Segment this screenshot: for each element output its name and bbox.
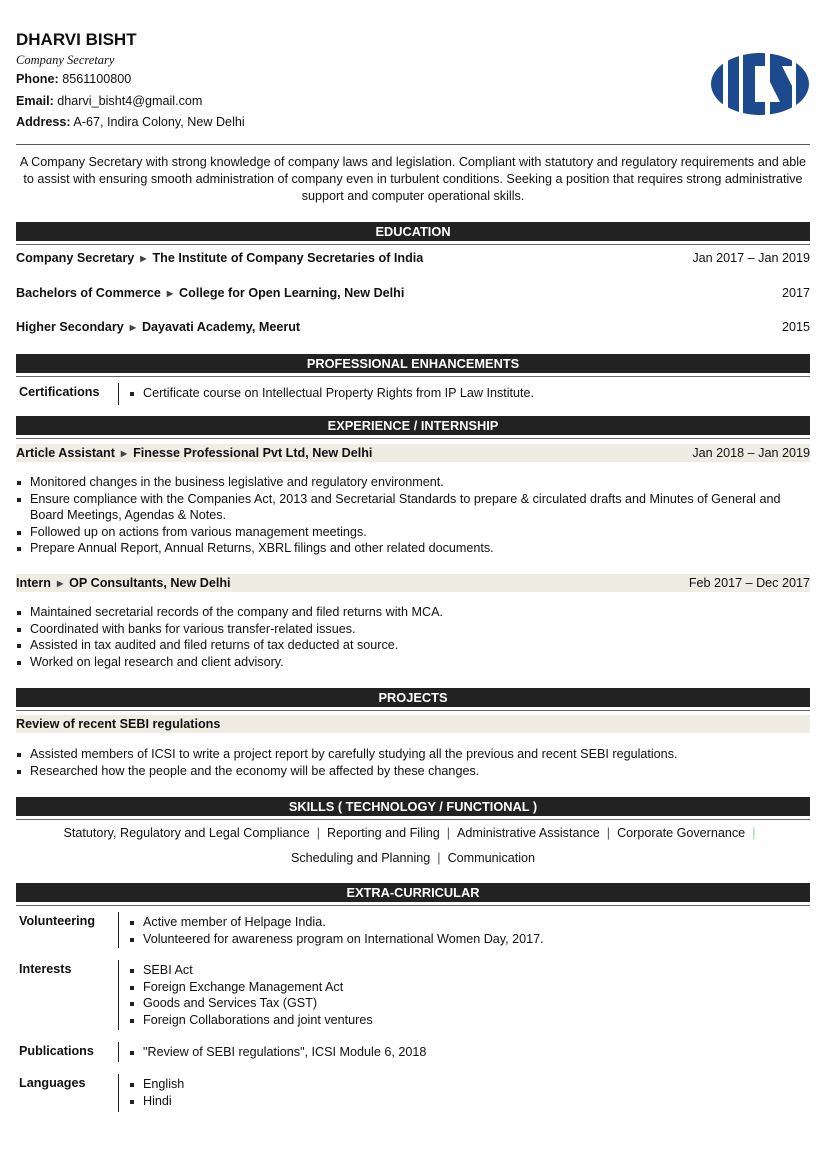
list-item: Volunteered for awareness program on International Women Day, 2017. bbox=[129, 931, 809, 948]
skill: Scheduling and Planning bbox=[290, 851, 431, 865]
skills-line bbox=[16, 849, 810, 867]
list-item: English bbox=[129, 1076, 809, 1093]
summary: A Company Secretary with strong knowledge of company laws and legislation. Compliant with statutory and regulatory requirements and able to assist with ensuring smooth administration of company even in turbulent conditions. Seeking a position that requires strong administrative support and computer operational skills. bbox=[19, 155, 807, 203]
list-item: Foreign Exchange Management Act bbox=[129, 979, 809, 996]
date: 2017 bbox=[781, 286, 810, 300]
candidate-name: DHARVI BISHT bbox=[16, 30, 137, 49]
publications-label: Publications bbox=[19, 1044, 94, 1058]
volunteering-list bbox=[129, 914, 809, 947]
list-item: Ensure compliance with the Companies Act, 2013 and Secretarial Standards to prepare & circulated drafts and Minutes of General and Board Meetings, Agendas & Notes. bbox=[16, 491, 810, 524]
list-item: Followed up on actions from various management meetings. bbox=[16, 524, 810, 541]
email-label: Email: bbox=[16, 94, 54, 108]
list-item: Monitored changes in the business legislative and regulatory environment. bbox=[16, 474, 810, 491]
divider bbox=[118, 960, 119, 1030]
divider bbox=[118, 1074, 119, 1112]
separator: | bbox=[446, 826, 450, 840]
list-item: Prepare Annual Report, Annual Returns, XBRL filings and other related documents. bbox=[16, 540, 810, 557]
certifications-list bbox=[129, 385, 809, 402]
separator: | bbox=[752, 826, 756, 840]
list-item: Certificate course on Intellectual Property Rights from IP Law Institute. bbox=[129, 385, 809, 402]
job-date: Feb 2017 – Dec 2017 bbox=[688, 576, 810, 590]
divider bbox=[118, 912, 119, 948]
phone-label: Phone: bbox=[16, 72, 59, 86]
header-divider bbox=[16, 144, 810, 145]
arrow-icon: ▶ bbox=[56, 579, 64, 588]
education-item bbox=[16, 249, 810, 267]
skills-line bbox=[16, 824, 810, 842]
arrow-icon: ▶ bbox=[129, 323, 136, 332]
address-line bbox=[16, 115, 245, 129]
list-item: Hindi bbox=[129, 1093, 809, 1110]
date: Jan 2017 – Jan 2019 bbox=[692, 251, 810, 265]
publications-list bbox=[129, 1044, 809, 1061]
skill: Corporate Governance bbox=[617, 826, 746, 840]
date: 2015 bbox=[781, 320, 810, 334]
experience-heading: EXPERIENCE / INTERNSHIP bbox=[16, 416, 810, 435]
job-bullets bbox=[16, 604, 810, 670]
degree: Company Secretary bbox=[16, 251, 135, 265]
school: College for Open Learning, New Delhi bbox=[179, 286, 405, 300]
job-role: Article Assistant bbox=[16, 446, 115, 460]
education-item bbox=[16, 318, 810, 336]
enhancements-heading: PROFESSIONAL ENHANCEMENTS bbox=[16, 354, 810, 373]
list-item: Goods and Services Tax (GST) bbox=[129, 995, 809, 1012]
separator: | bbox=[606, 826, 611, 840]
arrow-icon: ▶ bbox=[166, 289, 174, 298]
skill: Reporting and Filing bbox=[327, 826, 440, 840]
email-value: dharvi_bisht4@gmail.com bbox=[57, 94, 203, 108]
languages-label: Languages bbox=[19, 1076, 86, 1090]
separator: | bbox=[316, 826, 320, 840]
volunteering-label: Volunteering bbox=[19, 914, 96, 928]
job-company: OP Consultants, New Delhi bbox=[69, 576, 231, 590]
arrow-icon: ▶ bbox=[140, 254, 147, 263]
job-date: Jan 2018 – Jan 2019 bbox=[692, 446, 810, 460]
divider bbox=[118, 383, 119, 405]
job-header bbox=[16, 444, 810, 462]
job-header bbox=[16, 574, 810, 592]
email-line bbox=[16, 94, 202, 108]
project-title: Review of recent SEBI regulations bbox=[16, 717, 221, 731]
list-item: Assisted members of ICSI to write a project report by carefully studying all the previous and recent SEBI regulations. bbox=[16, 746, 810, 763]
address-label: Address: bbox=[16, 115, 71, 129]
extra-heading: EXTRA-CURRICULAR bbox=[16, 883, 810, 902]
list-item: Coordinated with banks for various transfer-related issues. bbox=[16, 621, 810, 638]
skill: Administrative Assistance bbox=[457, 826, 600, 840]
languages-list bbox=[129, 1076, 809, 1109]
school: Dayavati Academy, Meerut bbox=[141, 320, 301, 334]
education-item bbox=[16, 284, 810, 302]
job-title: Company Secretary bbox=[16, 53, 115, 67]
address-value: A-67, Indira Colony, New Delhi bbox=[73, 115, 245, 129]
skill: Communication bbox=[447, 851, 536, 865]
list-item: "Review of SEBI regulations", ICSI Module 6, 2018 bbox=[129, 1044, 809, 1061]
divider bbox=[118, 1042, 119, 1062]
phone-line bbox=[16, 72, 131, 86]
list-item: Researched how the people and the economy will be affected by these changes. bbox=[16, 763, 810, 780]
degree: Bachelors of Commerce bbox=[16, 286, 161, 300]
list-item: SEBI Act bbox=[129, 962, 809, 979]
job-bullets bbox=[16, 474, 810, 557]
project-header bbox=[16, 715, 810, 733]
list-item: Worked on legal research and client advisory. bbox=[16, 654, 810, 671]
separator: | bbox=[437, 851, 441, 865]
phone-value: 8561100800 bbox=[62, 72, 132, 86]
list-item: Maintained secretarial records of the company and filed returns with MCA. bbox=[16, 604, 810, 621]
school: The Institute of Company Secretaries of India bbox=[152, 251, 424, 265]
list-item: Active member of Helpage India. bbox=[129, 914, 809, 931]
job-role: Intern bbox=[16, 576, 51, 590]
list-item: Assisted in tax audited and filed returns of tax deducted at source. bbox=[16, 637, 810, 654]
interests-list bbox=[129, 962, 809, 1028]
list-item: Foreign Collaborations and joint ventures bbox=[129, 1012, 809, 1029]
project-bullets bbox=[16, 746, 810, 779]
icsi-logo bbox=[710, 52, 810, 116]
degree: Higher Secondary bbox=[16, 320, 124, 334]
projects-heading: PROJECTS bbox=[16, 688, 810, 707]
education-heading: EDUCATION bbox=[16, 222, 810, 241]
job-company: Finesse Professional Pvt Ltd, New Delhi bbox=[133, 446, 373, 460]
skills-heading: SKILLS ( TECHNOLOGY / FUNCTIONAL ) bbox=[16, 797, 810, 816]
arrow-icon: ▶ bbox=[120, 449, 128, 458]
interests-label: Interests bbox=[19, 962, 72, 976]
certifications-label: Certifications bbox=[19, 385, 100, 399]
skill: Statutory, Regulatory and Legal Compliance bbox=[63, 826, 310, 840]
